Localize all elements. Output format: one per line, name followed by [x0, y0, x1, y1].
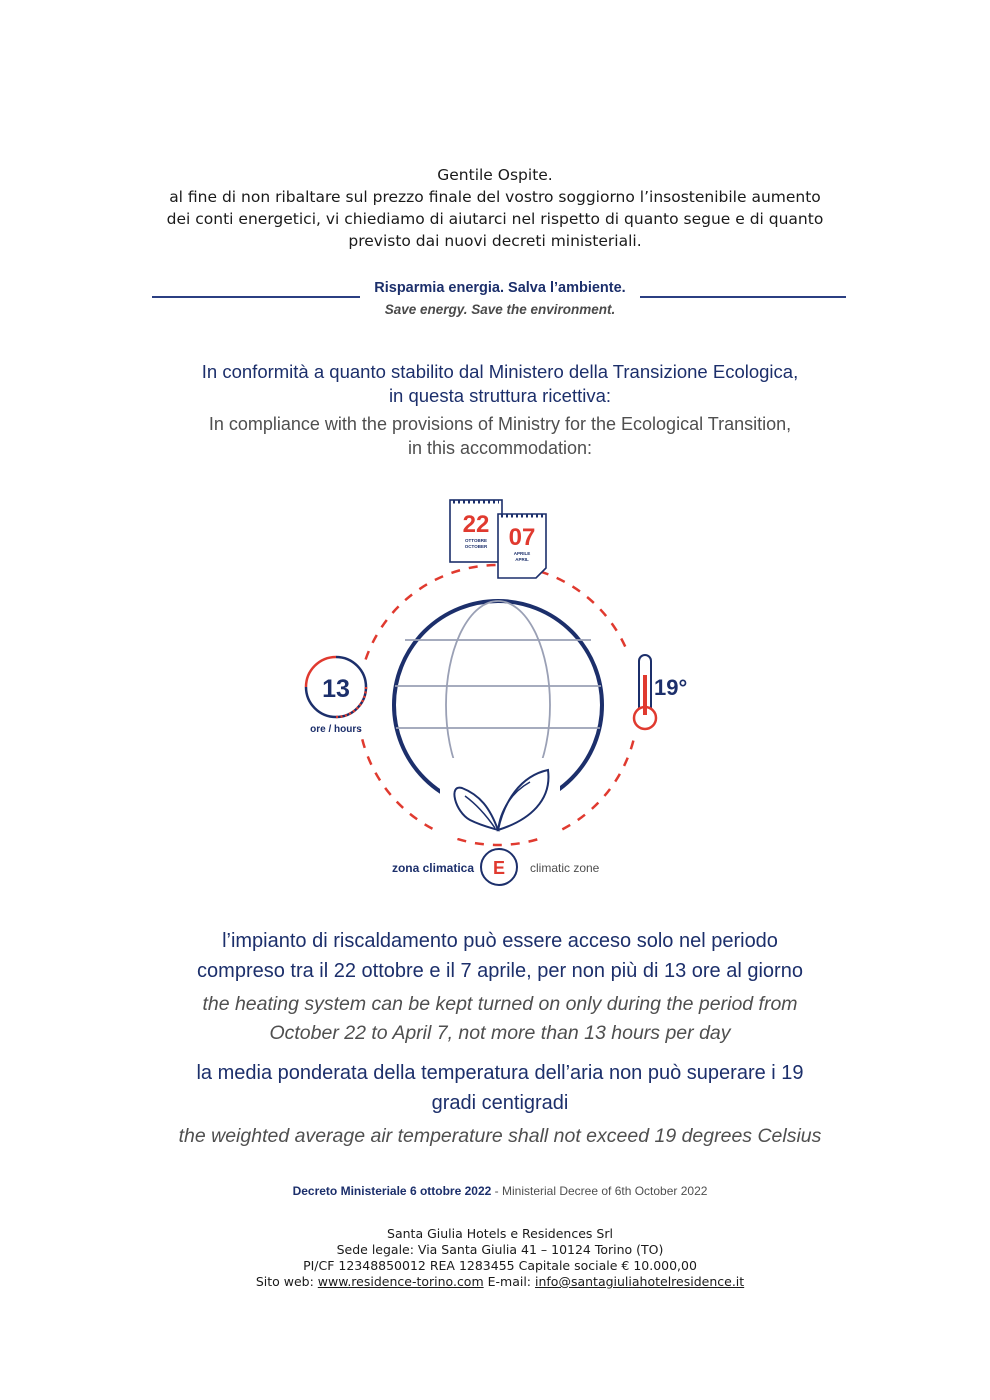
- intro-letter: [90, 164, 900, 252]
- energy-infographic: [290, 490, 710, 890]
- calendar-end-month-it: APRILE: [513, 551, 531, 556]
- hours-label: ore / hours: [310, 724, 362, 735]
- hours-value: 13: [322, 675, 350, 703]
- compliance-italian-1: In conformità a quanto stabilito dal Ministero della Transizione Ecologica,: [201, 361, 799, 382]
- heating-rule-english-2: October 22 to April 7, not more than 13 hours per day: [269, 1022, 731, 1044]
- calendar-start-day: 22: [462, 511, 490, 538]
- heating-rule-italian-2: compreso tra il 22 ottobre e il 7 aprile, per non più di 13 ore al giorno: [197, 960, 803, 982]
- temperature-rule-italian-2: gradi centigradi: [431, 1092, 569, 1114]
- calendar-end-month-en: APRIL: [515, 557, 529, 562]
- company-name: Santa Giulia Hotels e Residences Srl: [387, 1226, 613, 1241]
- calendar-icon: [450, 500, 546, 578]
- climatic-zone: [392, 849, 600, 885]
- company-contacts: [150, 1274, 850, 1290]
- calendar-start-month-en: OCTOBER: [464, 544, 488, 549]
- temperature-rule-english: the weighted average air temperature shall not exceed 19 degrees Celsius: [178, 1125, 822, 1147]
- intro-line: dei conti energetici, vi chiediamo di aiutarci nel rispetto di quanto segue e di quanto: [166, 210, 824, 228]
- temperature-rule-italian-1: la media ponderata della temperatura dell’aria non può superare i 19: [196, 1062, 804, 1084]
- divider-left: [152, 296, 360, 298]
- company-address: Sede legale: Via Santa Giulia 41 – 10124 Torino (TO): [336, 1242, 664, 1257]
- decree-italian: Decreto Ministeriale 6 ottobre 2022: [292, 1184, 492, 1198]
- heating-rules: [120, 926, 880, 1151]
- heating-rule-english-1: the heating system can be kept turned on only during the period from: [202, 993, 798, 1015]
- company-footer: [150, 1226, 850, 1290]
- slogan-italian: Risparmia energia. Salva l’ambiente.: [374, 280, 626, 296]
- leaf-icon: [440, 758, 560, 838]
- intro-line: previsto dai nuovi decreti ministeriali.: [348, 232, 642, 250]
- compliance-english-2: in this accommodation:: [407, 438, 593, 458]
- email-link[interactable]: info@santagiuliahotelresidence.it: [535, 1274, 745, 1289]
- slogan-english: Save energy. Save the environment.: [384, 302, 616, 317]
- website-label: Sito web:: [255, 1274, 318, 1289]
- thermometer-icon: [622, 650, 702, 735]
- divider-right: [640, 296, 846, 298]
- slogan-banner: [150, 278, 850, 324]
- decree-english: Ministerial Decree of 6th October 2022: [501, 1184, 708, 1198]
- calendar-start-month-it: OTTOBRE: [465, 538, 487, 543]
- greeting: Gentile Ospite.: [437, 166, 553, 184]
- clock-icon: [300, 657, 370, 735]
- email-label: E-mail:: [483, 1274, 535, 1289]
- website-link[interactable]: www.residence-torino.com: [317, 1274, 484, 1289]
- zone-letter: E: [492, 858, 506, 878]
- decree-separator: -: [491, 1184, 502, 1198]
- compliance-statement: [140, 360, 860, 460]
- compliance-english-1: In compliance with the provisions of Ministry for the Ecological Transition,: [208, 414, 792, 434]
- temperature-value: 19°: [654, 675, 688, 700]
- calendar-end-day: 07: [508, 524, 536, 551]
- zone-label-english: climatic zone: [530, 861, 600, 875]
- company-tax-info: PI/CF 12348850012 REA 1283455 Capitale sociale € 10.000,00: [303, 1258, 697, 1273]
- intro-line: al fine di non ribaltare sul prezzo finale del vostro soggiorno l’insostenibile aumento: [169, 188, 821, 206]
- compliance-italian-2: in questa struttura ricettiva:: [388, 385, 612, 406]
- zone-label-italian: zona climatica: [391, 861, 474, 875]
- decree-reference: [200, 1184, 800, 1198]
- heating-rule-italian-1: l’impianto di riscaldamento può essere acceso solo nel periodo: [222, 930, 778, 952]
